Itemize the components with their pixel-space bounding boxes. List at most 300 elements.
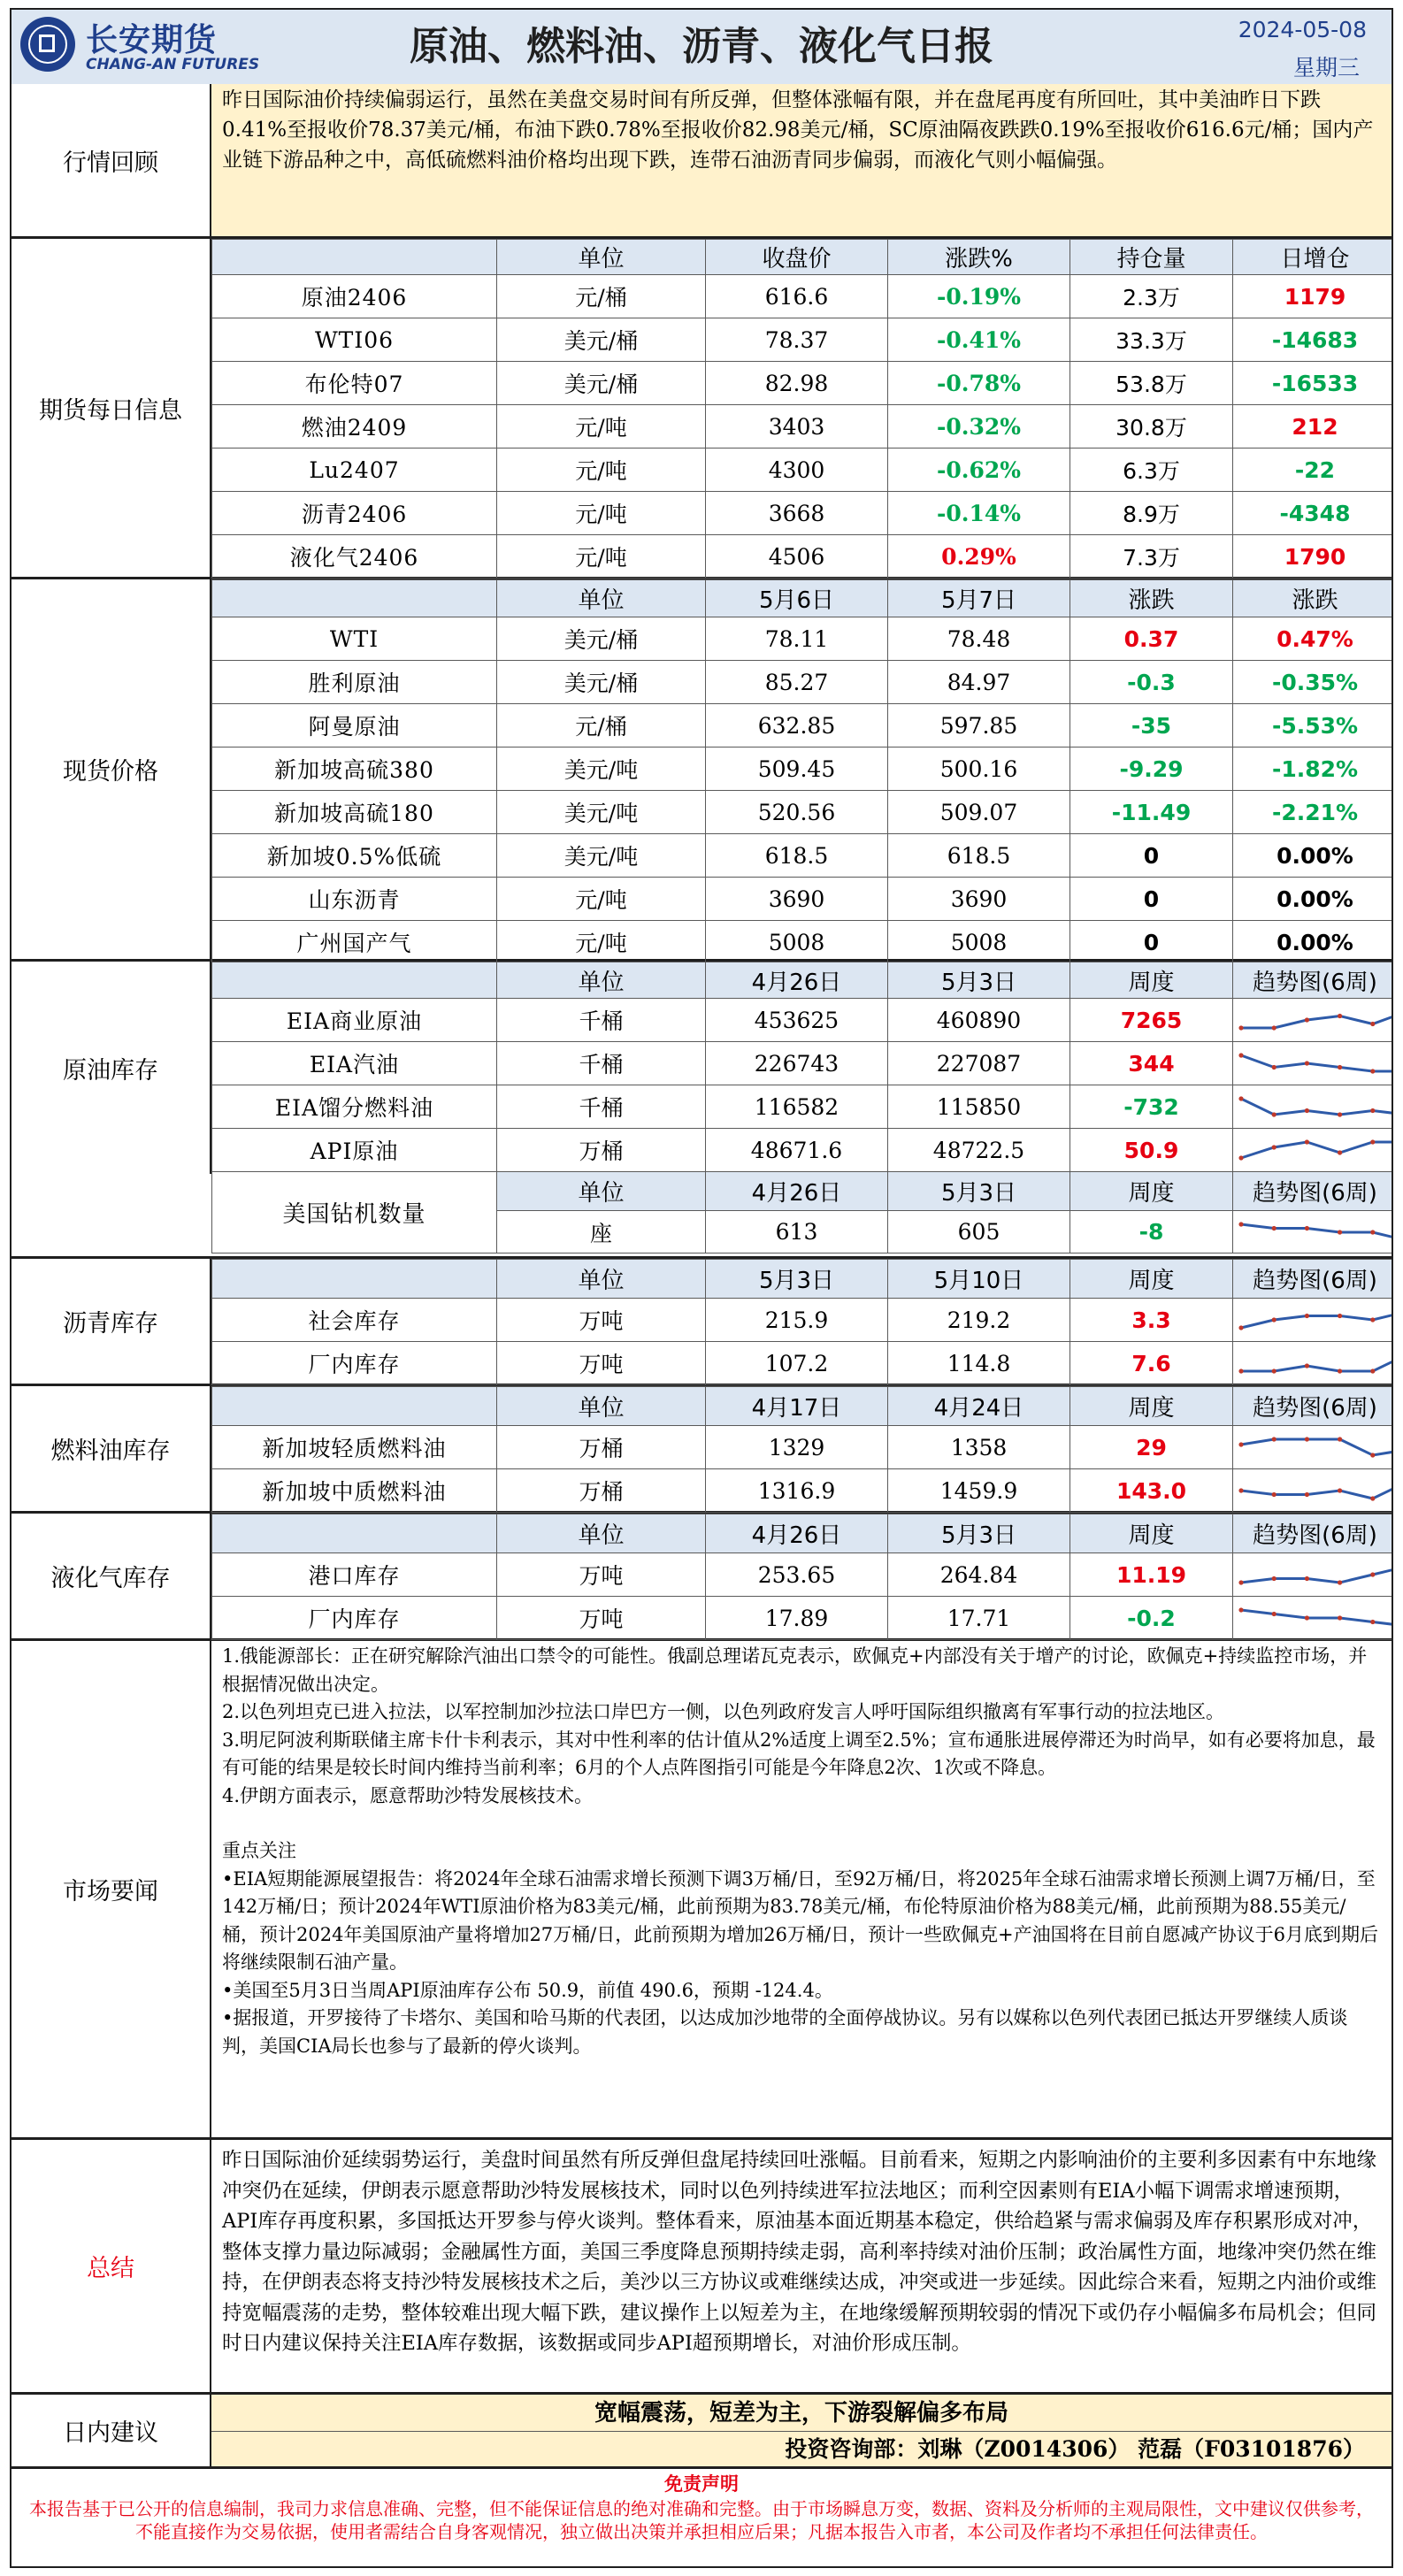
change-cell: -35 bbox=[1070, 704, 1233, 748]
price-day1-cell: 5008 bbox=[706, 921, 888, 964]
header-cell-col-a: 5月6日 bbox=[706, 580, 888, 617]
header-cell-col-c: 周度 bbox=[1070, 1387, 1233, 1426]
sparkline-point bbox=[1305, 1576, 1309, 1581]
inventory-row bbox=[212, 1129, 1394, 1172]
rig-count-header-row bbox=[212, 1172, 1394, 1211]
sparkline-point bbox=[1305, 1492, 1309, 1497]
value-week1-cell: 215.9 bbox=[706, 1299, 888, 1342]
trend-chart-cell bbox=[1233, 1085, 1394, 1129]
header-cell-col-b: 5月3日 bbox=[888, 962, 1070, 999]
header-cell-col-b: 5月3日 bbox=[888, 1172, 1070, 1211]
futures-table bbox=[211, 239, 1393, 579]
header-cell-col-a: 4月26日 bbox=[706, 962, 888, 999]
report-header bbox=[12, 10, 1392, 86]
weekly-change-cell: 11.19 bbox=[1070, 1553, 1233, 1597]
sparkline-point bbox=[1370, 1317, 1375, 1322]
value-week1-cell: 48671.6 bbox=[706, 1129, 888, 1172]
sparkline-point bbox=[1238, 1025, 1243, 1030]
close-price-cell: 616.6 bbox=[706, 275, 888, 318]
unit-cell: 万吨 bbox=[497, 1299, 706, 1342]
price-day1-cell: 509.45 bbox=[706, 748, 888, 791]
sparkline-point bbox=[1370, 1572, 1375, 1576]
header-cell-col-d: 趋势图(6周) bbox=[1233, 1172, 1394, 1211]
inventory-row bbox=[212, 999, 1394, 1042]
disclaimer-text: 本报告基于已公开的信息编制，我司力求信息准确、完整，但不能保证信息的绝对准确和完整。由于市场瞬息万变，数据、资料及分析师的主观局限性，文中建议仅供参考，不能直接作为交易依据，使用者需结合自身客观情况，独立做出决策并承担相应后果；凡据本报告入市者，本公司及作者均不承担任何法律责任。 bbox=[29, 2498, 1374, 2542]
inventory-item-name: EIA汽油 bbox=[212, 1042, 497, 1085]
sparkline-point bbox=[1370, 1230, 1375, 1234]
header-cell-col-b: 5月7日 bbox=[888, 580, 1070, 617]
header-cell-unit: 单位 bbox=[497, 580, 706, 617]
sparkline-path bbox=[1241, 1610, 1393, 1626]
unit-cell: 千桶 bbox=[497, 999, 706, 1042]
trend-sparkline bbox=[1237, 1562, 1393, 1587]
commodity-name: 新加坡0.5%低硫 bbox=[212, 834, 497, 878]
weekly-change-cell: 344 bbox=[1070, 1042, 1233, 1085]
trend-sparkline bbox=[1237, 1094, 1393, 1119]
commodity-name: 阿曼原油 bbox=[212, 704, 497, 748]
unit-cell: 美元/桶 bbox=[497, 661, 706, 704]
value-week2-cell: 1459.9 bbox=[888, 1469, 1070, 1513]
open-interest-cell: 7.3万 bbox=[1070, 535, 1233, 579]
spot-label: 现货价格 bbox=[12, 579, 211, 959]
table-header-row bbox=[212, 962, 1394, 999]
value-week2-cell: 17.71 bbox=[888, 1597, 1070, 1640]
crude-inventory-section bbox=[12, 962, 1392, 1259]
header-cell-unit: 单位 bbox=[497, 962, 706, 999]
market-review-label: 行情回顾 bbox=[12, 84, 211, 236]
commodity-name: WTI bbox=[212, 617, 497, 661]
lpg-inventory-section bbox=[12, 1514, 1392, 1641]
crude-inventory-table bbox=[211, 962, 1393, 1254]
header-cell-unit: 单位 bbox=[497, 240, 706, 275]
header-cell-col-d: 趋势图(6周) bbox=[1233, 1387, 1394, 1426]
sparkline-path bbox=[1241, 1439, 1393, 1455]
price-day2-cell: 509.07 bbox=[888, 791, 1070, 834]
inventory-row bbox=[212, 1299, 1394, 1342]
lpg-inventory-label: 液化气库存 bbox=[12, 1514, 211, 1638]
asphalt-inventory-section bbox=[12, 1259, 1392, 1386]
value-week1-cell: 253.65 bbox=[706, 1553, 888, 1597]
sparkline-point bbox=[1272, 1368, 1276, 1373]
sparkline-point bbox=[1370, 1108, 1375, 1113]
header-cell-unit: 单位 bbox=[497, 1172, 706, 1211]
change-cell: 0 bbox=[1070, 878, 1233, 921]
table-header-row bbox=[212, 580, 1394, 617]
oi-change-cell: 1790 bbox=[1233, 535, 1394, 579]
disclaimer-title: 免责声明 bbox=[664, 2472, 739, 2495]
header-cell-name bbox=[212, 240, 497, 275]
sparkline-point bbox=[1370, 1620, 1375, 1624]
advisor-credits: 投资咨询部：刘琳（Z0014306） 范磊（F03101876） bbox=[785, 2436, 1365, 2462]
sparkline-path bbox=[1241, 1012, 1393, 1028]
contract-name: 燃油2409 bbox=[212, 405, 497, 448]
contract-name: WTI06 bbox=[212, 318, 497, 362]
sparkline-point bbox=[1272, 1225, 1276, 1230]
header-cell-col-d: 趋势图(6周) bbox=[1233, 1514, 1394, 1553]
value-week2-cell: 114.8 bbox=[888, 1342, 1070, 1385]
sparkline-point bbox=[1305, 1363, 1309, 1368]
inventory-item-name: 港口库存 bbox=[212, 1553, 497, 1597]
spot-row bbox=[212, 834, 1394, 878]
header-cell-name bbox=[212, 1514, 497, 1553]
value-week1-cell: 116582 bbox=[706, 1085, 888, 1129]
change-pct-cell: -0.62% bbox=[888, 448, 1070, 492]
news-focus-item: •据报道，开罗接待了卡塔尔、美国和哈马斯的代表团，以达成加沙地带的全面停战协议。另有以媒称以色列代表团已抵达开罗继续人质谈判，美国CIA局长也参与了最新的停火谈判。 bbox=[222, 2007, 1348, 2057]
sparkline-point bbox=[1305, 1437, 1309, 1441]
unit-cell: 元/桶 bbox=[497, 275, 706, 318]
report-page bbox=[10, 8, 1393, 2568]
price-day1-cell: 85.27 bbox=[706, 661, 888, 704]
fuel-inventory-section bbox=[12, 1386, 1392, 1514]
sparkline-point bbox=[1272, 1612, 1276, 1616]
change-cell: -0.3 bbox=[1070, 661, 1233, 704]
trend-sparkline bbox=[1237, 1051, 1393, 1076]
open-interest-cell: 2.3万 bbox=[1070, 275, 1233, 318]
oi-change-cell: -22 bbox=[1233, 448, 1394, 492]
change-pct-cell: 0.00% bbox=[1233, 921, 1394, 964]
spot-row bbox=[212, 878, 1394, 921]
value-week2-cell: 1358 bbox=[888, 1426, 1070, 1469]
sparkline-point bbox=[1238, 1155, 1243, 1160]
unit-cell: 美元/吨 bbox=[497, 748, 706, 791]
trend-chart-cell bbox=[1233, 1342, 1394, 1385]
weekly-change-cell: 7.6 bbox=[1070, 1342, 1233, 1385]
inventory-item-name: API原油 bbox=[212, 1129, 497, 1172]
weekly-change-cell: -732 bbox=[1070, 1085, 1233, 1129]
news-item: 3.明尼阿波利斯联储主席卡什卡利表示，其对中性利率的估计值从2%适度上调至2.5%；宣布通胀进展停滞还为时尚早，如有必要将加息，最有可能的结果是较长时间内维持当前利率；6月的个人点阵图指引可能是今年降息2次、1次或不降息。 bbox=[222, 1729, 1376, 1778]
value-week2-cell: 605 bbox=[888, 1211, 1070, 1254]
change-pct-cell: -0.78% bbox=[888, 362, 1070, 405]
spot-row bbox=[212, 704, 1394, 748]
commodity-name: 广州国产气 bbox=[212, 921, 497, 964]
crude-inventory-label: 原油库存 bbox=[12, 962, 211, 1174]
sparkline-path bbox=[1241, 1567, 1393, 1583]
trend-sparkline bbox=[1237, 1138, 1393, 1162]
open-interest-cell: 8.9万 bbox=[1070, 492, 1233, 535]
inventory-item-name: EIA商业原油 bbox=[212, 999, 497, 1042]
close-price-cell: 4300 bbox=[706, 448, 888, 492]
logo-english-name: CHANG-AN FUTURES bbox=[86, 56, 260, 73]
change-cell: 0 bbox=[1070, 921, 1233, 964]
market-news-label: 市场要闻 bbox=[12, 1641, 211, 2137]
summary-label: 总结 bbox=[12, 2140, 211, 2392]
sparkline-point bbox=[1238, 1442, 1243, 1446]
oi-change-cell: 212 bbox=[1233, 405, 1394, 448]
change-pct-cell: 0.00% bbox=[1233, 878, 1394, 921]
summary-text: 昨日国际油价延续弱势运行，美盘时间虽然有所反弹但盘尾持续回吐涨幅。目前看来，短期之内影响油价的主要利多因素有中东地缘冲突仍在延续，伊朗表示愿意帮助沙特发展核技术，同时以色列持续进军拉法地区；而利空因素则有EIA小幅下调需求增速预期，API库存再度积累，多国抵达开罗参与停火谈判。整体看来，原油基本面近期基本稳定，供给趋紧与需求偏弱及库存积累形成对冲，整体支撑力量边际减弱；金融属性方面，美国三季度降息预期持续走弱，高利率持续对油价压制；政治属性方面，地缘冲突仍然在维持，在伊朗表态将支持沙特发展核技术之后，美沙以三方协议或难继续达成，冲突或进一步延续。因此综合来看，短期之内油价或维持宽幅震荡的走势，整体较难出现大幅下跌，建议操作上以短差为主，在地缘缓解预期较弱的情况下或仍存小幅偏多布局机会；但同时日内建议保持关注EIA库存数据，该数据或同步API超预期增长，对油价形成压制。 bbox=[222, 2149, 1377, 2355]
sparkline-point bbox=[1338, 1014, 1342, 1018]
intraday-advice: 宽幅震荡，短差为主，下游裂解偏多布局 bbox=[211, 2395, 1392, 2432]
open-interest-cell: 30.8万 bbox=[1070, 405, 1233, 448]
sparkline-point bbox=[1238, 1368, 1243, 1373]
weekly-change-cell: -8 bbox=[1070, 1211, 1233, 1254]
change-pct-cell: -0.19% bbox=[888, 275, 1070, 318]
unit-cell: 万桶 bbox=[497, 1426, 706, 1469]
change-pct-cell: -0.14% bbox=[888, 492, 1070, 535]
intraday-label: 日内建议 bbox=[12, 2395, 211, 2466]
trend-chart-cell bbox=[1233, 1426, 1394, 1469]
unit-cell: 美元/吨 bbox=[497, 791, 706, 834]
sparkline-point bbox=[1338, 1112, 1342, 1116]
unit-cell: 美元/吨 bbox=[497, 834, 706, 878]
futures-row bbox=[212, 535, 1394, 579]
change-cell: -11.49 bbox=[1070, 791, 1233, 834]
unit-cell: 元/吨 bbox=[497, 448, 706, 492]
spot-row bbox=[212, 791, 1394, 834]
trend-sparkline bbox=[1237, 1220, 1393, 1245]
report-date: 2024-05-08 bbox=[1238, 17, 1367, 42]
rig-count-title: 美国钻机数量 bbox=[212, 1172, 497, 1254]
change-pct-cell: -0.35% bbox=[1233, 661, 1394, 704]
close-price-cell: 3668 bbox=[706, 492, 888, 535]
sparkline-point bbox=[1238, 1222, 1243, 1226]
logo-chinese-name: 长安期货 bbox=[86, 22, 218, 58]
change-pct-cell: -1.82% bbox=[1233, 748, 1394, 791]
sparkline-point bbox=[1238, 1580, 1243, 1584]
sparkline-point bbox=[1238, 1607, 1243, 1612]
sparkline-point bbox=[1370, 1139, 1375, 1144]
spot-row bbox=[212, 748, 1394, 791]
weekly-change-cell: 7265 bbox=[1070, 999, 1233, 1042]
header-cell-col-d: 日增仓 bbox=[1233, 240, 1394, 275]
commodity-name: 新加坡高硫380 bbox=[212, 748, 497, 791]
weekly-change-cell: 50.9 bbox=[1070, 1129, 1233, 1172]
unit-cell: 美元/桶 bbox=[497, 617, 706, 661]
inventory-row bbox=[212, 1342, 1394, 1385]
open-interest-cell: 33.3万 bbox=[1070, 318, 1233, 362]
asphalt-inventory-label: 沥青库存 bbox=[12, 1259, 211, 1384]
intraday-section bbox=[12, 2395, 1392, 2469]
spot-row bbox=[212, 617, 1394, 661]
sparkline-point bbox=[1370, 1453, 1375, 1457]
unit-cell: 千桶 bbox=[497, 1042, 706, 1085]
header-cell-col-a: 4月26日 bbox=[706, 1514, 888, 1553]
price-day2-cell: 5008 bbox=[888, 921, 1070, 964]
oi-change-cell: -16533 bbox=[1233, 362, 1394, 405]
logo-emblem-icon bbox=[20, 17, 75, 72]
unit-cell: 元/吨 bbox=[497, 492, 706, 535]
sparkline-point bbox=[1238, 1053, 1243, 1057]
table-header-row bbox=[212, 240, 1394, 275]
header-cell-col-a: 4月26日 bbox=[706, 1172, 888, 1211]
commodity-name: 新加坡高硫180 bbox=[212, 791, 497, 834]
sparkline-point bbox=[1305, 1108, 1309, 1113]
inventory-row bbox=[212, 1469, 1394, 1513]
value-week1-cell: 613 bbox=[706, 1211, 888, 1254]
unit-cell: 万桶 bbox=[497, 1469, 706, 1513]
value-week1-cell: 453625 bbox=[706, 999, 888, 1042]
price-day2-cell: 84.97 bbox=[888, 661, 1070, 704]
oi-change-cell: -4348 bbox=[1233, 492, 1394, 535]
sparkline-point bbox=[1272, 1025, 1276, 1030]
spot-row bbox=[212, 921, 1394, 964]
oi-change-cell: -14683 bbox=[1233, 318, 1394, 362]
sparkline-point bbox=[1338, 1368, 1342, 1373]
sparkline-point bbox=[1238, 1325, 1243, 1330]
trend-sparkline bbox=[1237, 1008, 1393, 1032]
value-week2-cell: 264.84 bbox=[888, 1553, 1070, 1597]
sparkline-point bbox=[1338, 1488, 1342, 1492]
futures-row bbox=[212, 275, 1394, 318]
inventory-item-name: EIA馏分燃料油 bbox=[212, 1085, 497, 1129]
spot-table bbox=[211, 579, 1393, 964]
news-item: 1.俄能源部长：正在研究解除汽油出口禁令的可能性。俄副总理诺瓦克表示，欧佩克+内部没有关于增产的讨论，欧佩克+持续监控市场，并根据情况做出决定。 bbox=[222, 1645, 1368, 1695]
sparkline-point bbox=[1238, 1096, 1243, 1100]
market-review-text: 昨日国际油价持续偏弱运行，虽然在美盘交易时间有所反弹，但整体涨幅有限，并在盘尾再度有所回吐，其中美油昨日下跌0.41%至报收价78.37美元/桶，布油下跌0.78%至报收价82.98美元/桶，SC原油隔夜跌跌0.19%至报收价616.6元/桶；国内产业链下游品种之中，高低硫燃料油价格均出现下跌，连带石油沥青同步偏弱，而液化气则小幅偏强。 bbox=[211, 84, 1392, 236]
header-cell-unit: 单位 bbox=[497, 1387, 706, 1426]
futures-row bbox=[212, 405, 1394, 448]
inventory-item-name: 新加坡轻质燃料油 bbox=[212, 1426, 497, 1469]
sparkline-point bbox=[1370, 1496, 1375, 1500]
header-cell-col-c: 周度 bbox=[1070, 962, 1233, 999]
fuel-inventory-table bbox=[211, 1386, 1393, 1513]
sparkline-point bbox=[1305, 1225, 1309, 1230]
price-day1-cell: 520.56 bbox=[706, 791, 888, 834]
header-cell-col-c: 涨跌 bbox=[1070, 580, 1233, 617]
header-cell-col-c: 周度 bbox=[1070, 1172, 1233, 1211]
price-day2-cell: 618.5 bbox=[888, 834, 1070, 878]
price-day1-cell: 632.85 bbox=[706, 704, 888, 748]
contract-name: 布伦特07 bbox=[212, 362, 497, 405]
header-cell-col-b: 5月10日 bbox=[888, 1260, 1070, 1299]
price-day1-cell: 3690 bbox=[706, 878, 888, 921]
sparkline-path bbox=[1241, 1099, 1393, 1115]
change-pct-cell: 0.47% bbox=[1233, 617, 1394, 661]
unit-cell: 元/吨 bbox=[497, 921, 706, 964]
trend-chart-cell bbox=[1233, 1042, 1394, 1085]
unit-cell: 元/吨 bbox=[497, 878, 706, 921]
asphalt-inventory-table bbox=[211, 1259, 1393, 1385]
header-cell-name bbox=[212, 1387, 497, 1426]
futures-row bbox=[212, 318, 1394, 362]
header-cell-col-d: 涨跌 bbox=[1233, 580, 1394, 617]
value-week2-cell: 227087 bbox=[888, 1042, 1070, 1085]
unit-cell: 万吨 bbox=[497, 1342, 706, 1385]
inventory-item-name: 厂内库存 bbox=[212, 1597, 497, 1640]
change-pct-cell: -5.53% bbox=[1233, 704, 1394, 748]
inventory-row bbox=[212, 1085, 1394, 1129]
header-cell-col-a: 5月3日 bbox=[706, 1260, 888, 1299]
unit-cell: 元/吨 bbox=[497, 405, 706, 448]
inventory-item-name: 社会库存 bbox=[212, 1299, 497, 1342]
spot-section bbox=[12, 579, 1392, 962]
open-interest-cell: 6.3万 bbox=[1070, 448, 1233, 492]
header-cell-col-c: 持仓量 bbox=[1070, 240, 1233, 275]
sparkline-path bbox=[1241, 1355, 1393, 1371]
unit-cell: 座 bbox=[497, 1211, 706, 1254]
change-cell: 0 bbox=[1070, 834, 1233, 878]
price-day2-cell: 597.85 bbox=[888, 704, 1070, 748]
header-cell-col-b: 4月24日 bbox=[888, 1387, 1070, 1426]
header-cell-name bbox=[212, 580, 497, 617]
news-focus-item: •美国至5月3日当周API原油库存公布 50.9，前值 490.6，预期 -124.4。 bbox=[222, 1979, 833, 2001]
contract-name: 原油2406 bbox=[212, 275, 497, 318]
trend-chart-cell bbox=[1233, 999, 1394, 1042]
sparkline-point bbox=[1305, 1017, 1309, 1022]
header-cell-col-c: 周度 bbox=[1070, 1260, 1233, 1299]
inventory-row bbox=[212, 1597, 1394, 1640]
value-week1-cell: 1316.9 bbox=[706, 1469, 888, 1513]
trend-sparkline bbox=[1237, 1351, 1393, 1376]
market-news-section bbox=[12, 1641, 1392, 2140]
sparkline-point bbox=[1272, 1576, 1276, 1581]
weekly-change-cell: 3.3 bbox=[1070, 1299, 1233, 1342]
news-item: 2.以色列坦克已进入拉法，以军控制加沙拉法口岸巴方一侧，以色列政府发言人呼吁国际组织撤离有军事行动的拉法地区。 bbox=[222, 1701, 1225, 1722]
trend-chart-cell bbox=[1233, 1597, 1394, 1640]
futures-row bbox=[212, 362, 1394, 405]
contract-name: 液化气2406 bbox=[212, 535, 497, 579]
close-price-cell: 4506 bbox=[706, 535, 888, 579]
value-week1-cell: 17.89 bbox=[706, 1597, 888, 1640]
header-cell-col-a: 收盘价 bbox=[706, 240, 888, 275]
report-weekday: 星期三 bbox=[1292, 55, 1360, 80]
open-interest-cell: 53.8万 bbox=[1070, 362, 1233, 405]
news-spacer bbox=[222, 1810, 1381, 1837]
market-review-section bbox=[12, 84, 1392, 239]
change-pct-cell: -0.41% bbox=[888, 318, 1070, 362]
summary-section bbox=[12, 2140, 1392, 2395]
weekly-change-cell: 29 bbox=[1070, 1426, 1233, 1469]
sparkline-point bbox=[1305, 1061, 1309, 1065]
header-cell-col-c: 周度 bbox=[1070, 1514, 1233, 1553]
inventory-item-name: 厂内库存 bbox=[212, 1342, 497, 1385]
value-week1-cell: 226743 bbox=[706, 1042, 888, 1085]
table-header-row bbox=[212, 1260, 1394, 1299]
sparkline-point bbox=[1338, 1150, 1342, 1154]
news-item: 4.伊朗方面表示，愿意帮助沙特发展核技术。 bbox=[222, 1784, 594, 1806]
table-header-row bbox=[212, 1387, 1394, 1426]
sparkline-point bbox=[1338, 1437, 1342, 1441]
change-cell: 0.37 bbox=[1070, 617, 1233, 661]
change-cell: -9.29 bbox=[1070, 748, 1233, 791]
sparkline-point bbox=[1338, 1314, 1342, 1318]
sparkline-point bbox=[1238, 1488, 1243, 1492]
value-week2-cell: 115850 bbox=[888, 1085, 1070, 1129]
table-header-row bbox=[212, 1514, 1394, 1553]
contract-name: 沥青2406 bbox=[212, 492, 497, 535]
sparkline-point bbox=[1338, 1065, 1342, 1070]
change-pct-cell: 0.29% bbox=[888, 535, 1070, 579]
header-cell-name bbox=[212, 962, 497, 999]
sparkline-point bbox=[1370, 1368, 1375, 1373]
sparkline-point bbox=[1305, 1615, 1309, 1620]
contract-name: Lu2407 bbox=[212, 448, 497, 492]
futures-row bbox=[212, 448, 1394, 492]
inventory-row bbox=[212, 1553, 1394, 1597]
price-day2-cell: 500.16 bbox=[888, 748, 1070, 791]
trend-chart-cell bbox=[1233, 1211, 1394, 1254]
trend-chart-cell bbox=[1233, 1299, 1394, 1342]
change-pct-cell: 0.00% bbox=[1233, 834, 1394, 878]
unit-cell: 万吨 bbox=[497, 1597, 706, 1640]
fuel-inventory-label: 燃料油库存 bbox=[12, 1386, 211, 1511]
sparkline-point bbox=[1370, 1069, 1375, 1073]
sparkline-path bbox=[1241, 1055, 1393, 1071]
header-cell-col-b: 涨跌% bbox=[888, 240, 1070, 275]
report-title: 原油、燃料油、沥青、液化气日报 bbox=[410, 24, 993, 69]
price-day2-cell: 78.48 bbox=[888, 617, 1070, 661]
spot-row bbox=[212, 661, 1394, 704]
change-pct-cell: -2.21% bbox=[1233, 791, 1394, 834]
header-cell-name bbox=[212, 1260, 497, 1299]
unit-cell: 万桶 bbox=[497, 1129, 706, 1172]
unit-cell: 万吨 bbox=[497, 1553, 706, 1597]
lpg-inventory-table bbox=[211, 1514, 1393, 1640]
sparkline-point bbox=[1305, 1314, 1309, 1318]
value-week1-cell: 1329 bbox=[706, 1426, 888, 1469]
weekly-change-cell: 143.0 bbox=[1070, 1469, 1233, 1513]
oi-change-cell: 1179 bbox=[1233, 275, 1394, 318]
